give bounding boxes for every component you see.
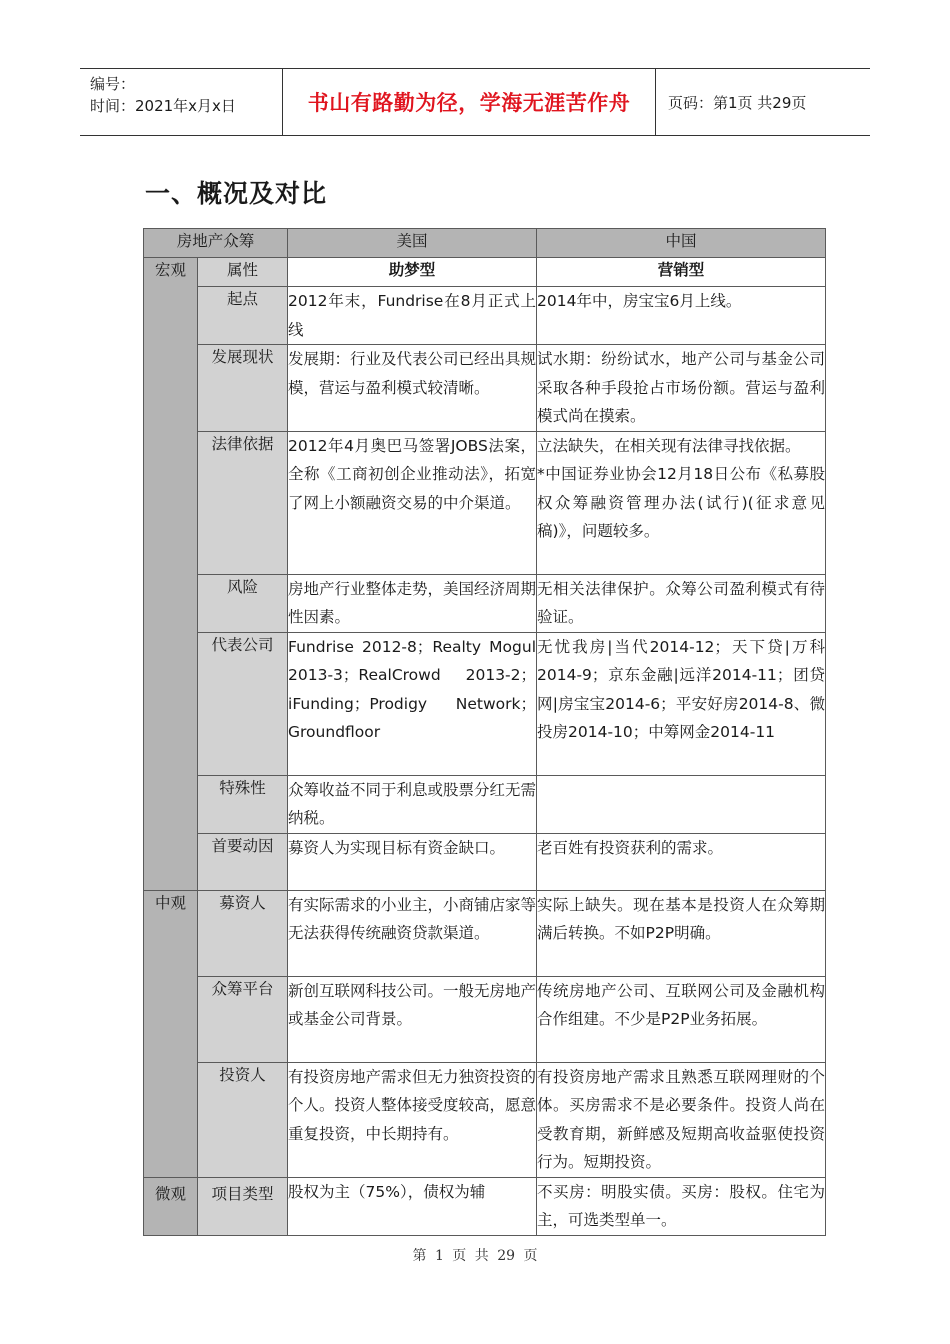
section-heading: 一、概况及对比 <box>145 179 328 208</box>
table-row <box>144 632 826 775</box>
header-motto: 书山有路勤为径，学海无涯苦作舟 <box>283 69 656 135</box>
row-label: 募资人 <box>198 890 288 976</box>
table-row <box>144 890 826 976</box>
header-page-info: 页码：第1页 共29页 <box>668 93 807 112</box>
number-label: 编号： <box>90 75 136 93</box>
cell-us: 募资人为实现目标有资金缺口。 <box>288 833 537 890</box>
row-label: 发展现状 <box>198 345 288 432</box>
row-label: 法律依据 <box>198 431 288 574</box>
table-row <box>144 1177 826 1235</box>
cell-cn: 实际上缺失。现在基本是投资人在众筹期满后转换。不如P2P明确。 <box>537 890 826 976</box>
cell-cn <box>537 431 826 574</box>
cell-us: 房地产行业整体走势，美国经济周期性因素。 <box>288 574 537 632</box>
group-micro: 微观 <box>144 1177 198 1235</box>
row-label: 风险 <box>198 574 288 632</box>
cell-us: 股权为主（75%），债权为辅 <box>288 1177 537 1235</box>
attr-cn: 营销型 <box>537 258 826 287</box>
row-label: 首要动因 <box>198 833 288 890</box>
table-row <box>144 833 826 890</box>
page-footer: 第 1 页 共 29 页 <box>412 1248 538 1264</box>
row-label: 代表公司 <box>198 632 288 775</box>
cell-us: 有实际需求的小业主，小商铺店家等无法获得传统融资贷款渠道。 <box>288 890 537 976</box>
cell-cn-main: 立法缺失，在相关现有法律寻找依据。 <box>537 436 801 455</box>
table-row <box>144 775 826 833</box>
table-row <box>144 287 826 345</box>
col-header-cn: 中国 <box>537 229 826 258</box>
row-label: 属性 <box>198 258 288 287</box>
cell-cn-note: *中国证券业协会12月18日公布《私募股权众筹融资管理办法(试行)(征求意见稿)》，问题较多。 <box>537 465 826 540</box>
row-label: 投资人 <box>198 1062 288 1177</box>
col-header-topic: 房地产众筹 <box>144 229 288 258</box>
table-row <box>144 345 826 432</box>
page-header <box>80 68 870 136</box>
table-row <box>144 431 826 574</box>
row-label: 特殊性 <box>198 775 288 833</box>
cell-cn: 无忧我房|当代2014-12；天下贷|万科2014-9；京东金融|远洋2014-11；团贷网|房宝宝2014-6；平安好房2014-8、微投房2014-10；中筹网金2014-11 <box>537 632 826 775</box>
row-label: 众筹平台 <box>198 976 288 1062</box>
table-row <box>144 976 826 1062</box>
cell-cn: 传统房地产公司、互联网公司及金融机构合作组建。不少是P2P业务拓展。 <box>537 976 826 1062</box>
group-meso: 中观 <box>144 890 198 1177</box>
cell-cn: 有投资房地产需求且熟悉互联网理财的个体。买房需求不是必要条件。投资人尚在受教育期，新鲜感及短期高收益驱使投资行为。短期投资。 <box>537 1062 826 1177</box>
group-macro: 宏观 <box>144 258 198 891</box>
cell-us: 有投资房地产需求但无力独资投资的个人。投资人整体接受度较高，愿意重复投资，中长期持有。 <box>288 1062 537 1177</box>
comparison-table <box>143 228 826 1236</box>
table-row <box>144 258 826 287</box>
cell-us: 2012年4月奥巴马签署JOBS法案，全称《工商初创企业推动法》，拓宽了网上小额融资交易的中介渠道。 <box>288 431 537 574</box>
cell-us: 发展期：行业及代表公司已经出具规模，营运与盈利模式较清晰。 <box>288 345 537 432</box>
cell-cn: 老百姓有投资获利的需求。 <box>537 833 826 890</box>
cell-us: 众筹收益不同于利息或股票分红无需纳税。 <box>288 775 537 833</box>
cell-us: 2012年末，Fundrise在8月正式上线 <box>288 287 537 345</box>
header-meta <box>80 69 283 135</box>
cell-us: 新创互联网科技公司。一般无房地产或基金公司背景。 <box>288 976 537 1062</box>
table-row <box>144 574 826 632</box>
cell-cn: 无相关法律保护。众筹公司盈利模式有待验证。 <box>537 574 826 632</box>
table-row <box>144 1062 826 1177</box>
time-label: 时间：2021年x月x日 <box>90 97 236 115</box>
cell-cn: 试水期：纷纷试水，地产公司与基金公司采取各种手段抢占市场份额。营运与盈利模式尚在摸索。 <box>537 345 826 432</box>
attr-us: 助梦型 <box>288 258 537 287</box>
col-header-us: 美国 <box>288 229 537 258</box>
cell-cn: 2014年中，房宝宝6月上线。 <box>537 287 826 345</box>
row-label: 起点 <box>198 287 288 345</box>
cell-cn: 不买房：明股实债。买房：股权。住宅为主，可选类型单一。 <box>537 1177 826 1235</box>
cell-us: Fundrise 2012-8；Realty Mogul 2013-3；RealCrowd 2013-2；iFunding；Prodigy Network；Groundfloor <box>288 632 537 775</box>
cell-cn <box>537 775 826 833</box>
row-label: 项目类型 <box>198 1177 288 1235</box>
table-header-row <box>144 229 826 258</box>
